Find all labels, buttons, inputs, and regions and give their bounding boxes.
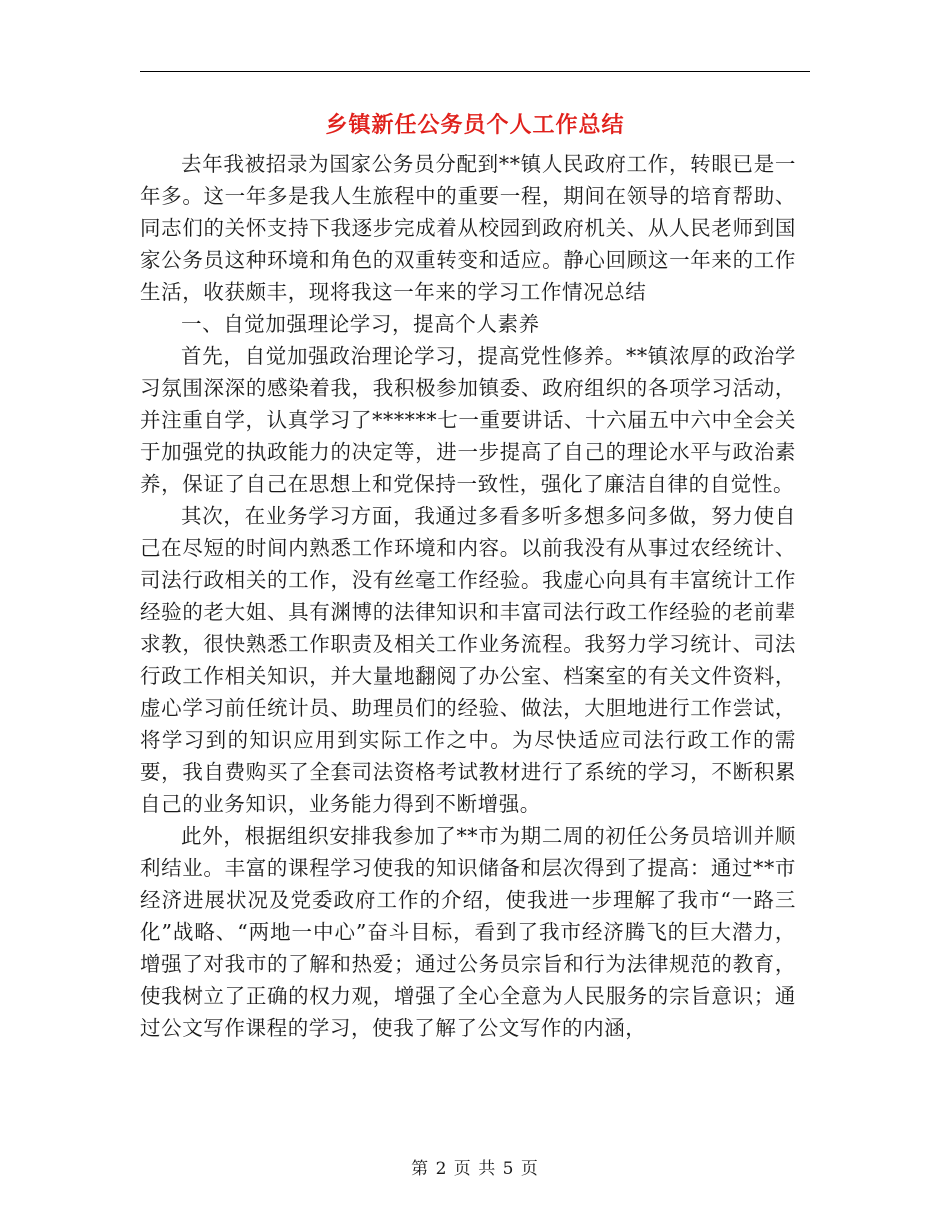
page-footer: 第 2 页 共 5 页 [411,1159,539,1179]
paragraph-political-study: 首先，自觉加强政治理论学习，提高党性修养。**镇浓厚的政治学习氛围深深的感染着我，我积极参加镇委、政府组织的各项学习活动，并注重自学，认真学习了******七一重要讲话、十六届五中六中全会关于加强党的执政能力的决定等，进一步提高了自己的理论水平与政治素养，保证了自己在思想上和党保持一致性，强化了廉洁自律的自觉性。 [140,344,796,496]
paragraph-business-study: 其次，在业务学习方面，我通过多看多听多想多问多做，努力使自己在尽短的时间内熟悉工作环境和内容。以前我没有从事过农经统计、司法行政相关的工作，没有丝毫工作经验。我虚心向具有丰富统计工作经验的老大姐、具有渊博的法律知识和丰富司法行政工作经验的老前辈求教，很快熟悉工作职责及相关工作业务流程。我努力学习统计、司法行政工作相关知识，并大量地翻阅了办公室、档案室的有关文件资料，虚心学习前任统计员、助理员们的经验、做法，大胆地进行工作尝试，将学习到的知识应用到实际工作之中。为尽快适应司法行政工作的需要，我自费购买了全套司法资格考试教材进行了系统的学习，不断积累自己的业务知识，业务能力得到不断增强。 [140,504,796,816]
document-title: 乡镇新任公务员个人工作总结 [325,113,625,138]
section-heading-1: 一、自觉加强理论学习，提高个人素养 [181,312,540,336]
document-body [140,148,796,1044]
paragraph-intro: 去年我被招录为国家公务员分配到**镇人民政府工作，转眼已是一年多。这一年多是我人生旅程中的重要一程，期间在领导的培育帮助、同志们的关怀支持下我逐步完成着从校园到政府机关、从人民老师到国家公务员这种环境和角色的双重转变和适应。静心回顾这一年来的工作生活，收获颇丰，现将我这一年来的学习工作情况总结 [140,152,796,304]
header-rule [140,71,810,72]
paragraph-training: 此外，根据组织安排我参加了**市为期二周的初任公务员培训并顺利结业。丰富的课程学习使我的知识储备和层次得到了提高：通过**市经济进展状况及党委政府工作的介绍，使我进一步理解了我市“一路三化”战略、“两地一中心”奋斗目标，看到了我市经济腾飞的巨大潜力，增强了对我市的了解和热爱；通过公务员宗旨和行为法律规范的教育，使我树立了正确的权力观，增强了全心全意为人民服务的宗旨意识；通过公文写作课程的学习，使我了解了公文写作的内涵， [140,824,796,1040]
